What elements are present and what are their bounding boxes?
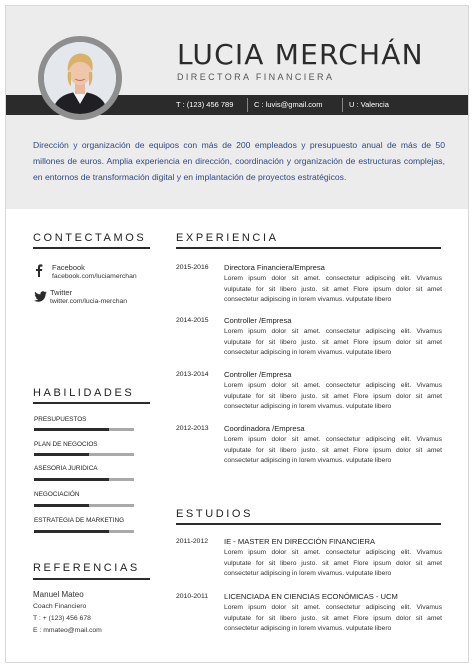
candidate-name: LUCIA MERCHÁN bbox=[177, 38, 424, 71]
avatar bbox=[44, 42, 116, 114]
skill-bar bbox=[34, 504, 134, 507]
experience-years: 2014-2015 bbox=[176, 317, 209, 324]
skill-bar-fill bbox=[34, 504, 89, 507]
section-rule bbox=[176, 247, 441, 249]
section-rule bbox=[33, 247, 150, 249]
education-degree: LICENCIADA EN CIENCIAS ECONÓMICAS - UCM bbox=[224, 592, 398, 601]
reference-email[interactable]: E : mmateo@mail.com bbox=[33, 627, 102, 634]
contact-separator bbox=[342, 98, 343, 112]
section-rule bbox=[176, 523, 441, 525]
references-section-title: REFERENCIAS bbox=[33, 562, 140, 574]
skill-bar-fill bbox=[34, 428, 109, 431]
education-years: 2011-2012 bbox=[176, 538, 208, 545]
skills-section-title: HABILIDADES bbox=[33, 387, 135, 399]
experience-description: Lorem ipsum dolor sit amet. consectetur adipiscing elit. Vivamus vulputate for sit libero justo. sit amet Flore ipsum dolor sit amet consectetur adipiscing in lorem vivamus. vulputate libero bbox=[224, 328, 442, 357]
experience-description: Lorem ipsum dolor sit amet. consectetur adipiscing elit. Vivamus vulputate for sit libero justo. sit amet Flore ipsum dolor sit amet consectetur adipiscing in lorem vivamus. vulputate libero bbox=[224, 275, 442, 304]
candidate-role: DIRECTORA FINANCIERA bbox=[177, 72, 335, 82]
reference-name: Manuel Mateo bbox=[33, 590, 84, 599]
reference-role: Coach Financiero bbox=[33, 603, 87, 610]
skill-bar bbox=[34, 530, 134, 533]
education-section-title: ESTUDIOS bbox=[176, 508, 254, 520]
experience-position: Controller /Empresa bbox=[224, 316, 292, 325]
skill-bar bbox=[34, 428, 134, 431]
skill-label: NEGOCIACIÓN bbox=[34, 491, 80, 498]
skill-bar-fill bbox=[34, 453, 89, 456]
profile-photo bbox=[44, 42, 116, 114]
education-years: 2010-2011 bbox=[176, 593, 208, 600]
facebook-link[interactable]: facebook.com/luciamerchan bbox=[52, 273, 137, 280]
experience-description: Lorem ipsum dolor sit amet. consectetur adipiscing elit. Vivamus vulputate for sit libero justo. sit amet Flore ipsum dolor sit amet consectetur adipiscing in lorem vivamus. vulputate libero bbox=[224, 382, 442, 411]
skill-label: ASESORIA JURIDICA bbox=[34, 465, 98, 472]
twitter-icon bbox=[34, 291, 47, 302]
experience-years: 2012-2013 bbox=[176, 425, 209, 432]
skill-label: PRESUPUESTOS bbox=[34, 416, 87, 423]
education-degree: IE - MASTER EN DIRECCIÓN FINANCIERA bbox=[224, 537, 376, 546]
contact-section-title: CONTECTAMOS bbox=[33, 232, 147, 244]
twitter-link[interactable]: twitter.com/lucia-merchan bbox=[50, 298, 128, 305]
experience-position: Coordinadora /Empresa bbox=[224, 424, 305, 433]
skill-label: ESTRATEGIA DE MARKETING bbox=[34, 517, 125, 524]
experience-years: 2015-2016 bbox=[176, 264, 209, 271]
section-rule bbox=[33, 578, 150, 580]
skill-label: PLAN DE NEGOCIOS bbox=[34, 441, 98, 448]
skill-bar bbox=[34, 478, 134, 481]
experience-position: Directora Financiera/Empresa bbox=[224, 263, 325, 272]
skill-bar-fill bbox=[34, 530, 109, 533]
section-rule bbox=[33, 402, 150, 404]
experience-position: Controller /Empresa bbox=[224, 370, 292, 379]
experience-section-title: EXPERIENCIA bbox=[176, 232, 279, 244]
experience-description: Lorem ipsum dolor sit amet. consectetur adipiscing elit. Vivamus vulputate for sit libero justo. sit amet Flore ipsum dolor sit amet consectetur adipiscing in lorem vivamus. vulputate libero bbox=[224, 436, 442, 465]
header-location: U : Valencia bbox=[349, 100, 389, 109]
facebook-icon bbox=[35, 264, 43, 277]
contact-separator bbox=[247, 98, 248, 112]
skill-bar-fill bbox=[34, 478, 109, 481]
education-description: Lorem ipsum dolor sit amet. consectetur adipiscing elit. Vivamus vulputate for sit libero justo. sit amet Flore ipsum dolor sit amet consectetur adipiscing in lorem vivamus. vulputate libero bbox=[224, 604, 442, 633]
skill-bar bbox=[34, 453, 134, 456]
experience-years: 2013-2014 bbox=[176, 371, 209, 378]
header-phone: T : (123) 456 789 bbox=[176, 100, 234, 109]
reference-phone: T : + (123) 456 678 bbox=[33, 615, 91, 622]
education-description: Lorem ipsum dolor sit amet. consectetur adipiscing elit. Vivamus vulputate for sit libero justo. sit amet Flore ipsum dolor sit amet consectetur adipiscing in lorem vivamus. vulputate libero bbox=[224, 549, 442, 578]
twitter-label: Twitter bbox=[50, 288, 73, 297]
facebook-label: Facebook bbox=[52, 263, 85, 272]
header-email[interactable]: C : luvis@gmail.com bbox=[254, 100, 323, 109]
profile-summary: Dirección y organización de equipos con más de 200 empleados y presupuesto anual de más de 50 millones de euros. Amplia experiencia en dirección, coordinación y organización de estructuras complejas, en entornos de transformación digital y en implantación de proyectos estratégicos. bbox=[33, 140, 445, 183]
